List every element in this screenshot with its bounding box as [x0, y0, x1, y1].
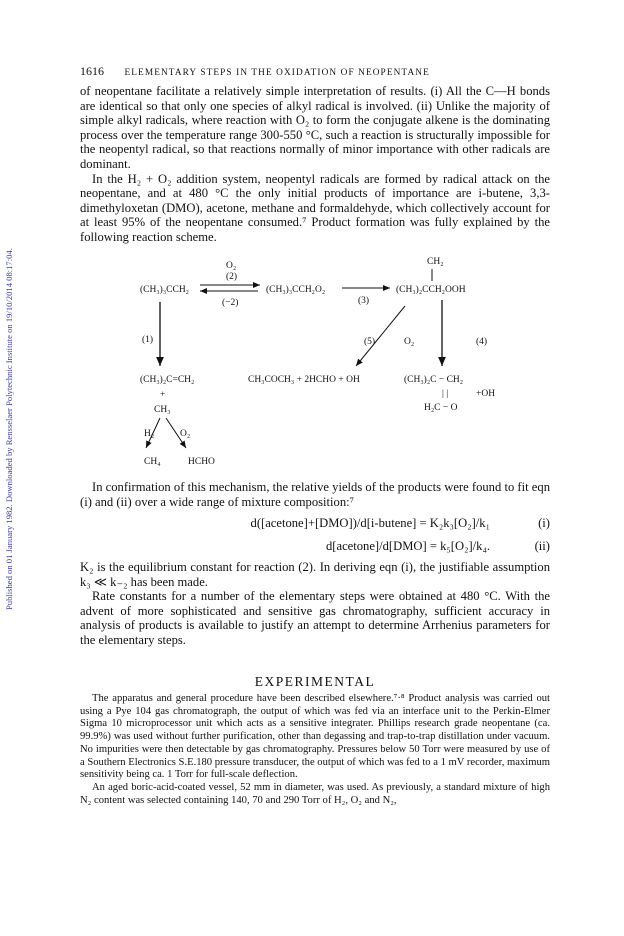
scheme-oxetan-bottom: H₂C − O: [424, 403, 458, 413]
scheme-plus: +: [160, 390, 166, 400]
results-text: [80, 560, 550, 648]
section-heading: EXPERIMENTAL: [254, 674, 376, 689]
scheme-ibutene: (CH₃)₂C=CH₂: [140, 375, 195, 385]
scheme-oxetan-bonds: | |: [442, 389, 449, 399]
experimental-text: [80, 693, 550, 807]
scheme-step-2: (2): [226, 272, 238, 282]
intro-text: [80, 84, 550, 245]
equation-ii-expression: d[acetone]/d[DMO] = k₅[O₂]/k₄.: [325, 539, 490, 553]
equation-ii-number: (ii): [534, 539, 550, 553]
scheme-neopentyl: (CH₃)₃CCH₂: [140, 285, 189, 295]
scheme-ch4: CH₄: [144, 457, 161, 467]
scheme-ch3: CH₃: [154, 405, 171, 415]
paragraph-1: of neopentane facilitate a relatively simple interpretation of results. (i) All the C—H bonds are identical so that only one species of alkyl radical is involved. (ii) Unlike the majority of simple alkyl radicals, where reaction with O₂ to form the conjugate alkene is the dominating process over the temperature range 300-550 °C, such a reaction is structurally impossible for the neopentyl radical, so that reactions normally of minor importance with other radicals are dominant.: [80, 84, 550, 171]
experimental-paragraph-1: The apparatus and general procedure have been described elsewhere.⁷·⁸ Product analysis was carried out using a Pye 104 gas chromatograph, the output of which was fed via an interface unit to the Perkin-Elmer Sigma 10 microprocessor unit which acts as a sensitive integrater. Phillips research grade neopentane (ca. 99.9%) was used without further purification, other than degassing and trap-to-trap distillation under vacuum. No impurities were then detectable by gas chromatography. Pressures below 50 Torr were measured by use of a Southern Electronics S.E.180 pressure transducer, the output of which was fed to a 1 mV recorder, maximum sensitivity being ca. 1 Torr for full-scale deflection.: [80, 693, 550, 781]
download-watermark-text: Published on 01 January 1982. Downloaded by Rensselaer Polytechnic Institute on 19/10/2014 08:17:04.: [4, 248, 14, 610]
running-title: ELEMENTARY STEPS IN THE OXIDATION OF NEOPENTANE: [124, 68, 430, 78]
reaction-scheme: [0, 250, 624, 476]
scheme-step-3: (3): [358, 296, 370, 306]
paragraph-4: K₂ is the equilibrium constant for reaction (2). In deriving eqn (i), the justifiable assumption k₃ ≪ k₋₂ has been made.: [80, 560, 550, 589]
equation-i-expression: d([acetone]+[DMO])/d[i-butene] = K₂k₃[O₂]/k₁: [250, 516, 490, 530]
page-number: 1616: [80, 64, 104, 78]
scheme-hcho: HCHO: [188, 457, 215, 467]
scheme-hydroperoxy: (CH₃)₂CCH₂OOH: [396, 285, 466, 295]
scheme-o2-low: O₂: [180, 429, 191, 439]
arrow-5: [356, 306, 405, 366]
scheme-peroxy: (CH₃)₃CCH₂O₂: [266, 285, 326, 295]
scheme-h2: H₂: [144, 429, 155, 439]
scheme-oxetan-top: (CH₃)₂C − CH₂: [404, 375, 464, 385]
scheme-step-minus-2: (−2): [222, 298, 239, 308]
scheme-acetone-products: CH₃COCH₃ + 2HCHO + OH: [248, 375, 360, 385]
running-header: [80, 64, 550, 79]
confirmation-text: [80, 480, 550, 509]
scheme-step-4: (4): [476, 337, 488, 347]
equation-i-number: (i): [538, 516, 550, 530]
scheme-plus-oh: +OH: [476, 389, 496, 399]
scheme-o2: O₂: [226, 261, 237, 271]
scheme-o2-mid: O₂: [404, 337, 415, 347]
scheme-step-1: (1): [142, 335, 154, 345]
scheme-ch2-top: CH₂: [427, 257, 444, 267]
experimental-paragraph-2: An aged boric-acid-coated vessel, 52 mm in diameter, was used. As previously, a standard mixture of high N₂ content was selected containing 140, 70 and 290 Torr of H₂, O₂ and N₂,: [80, 781, 550, 806]
paragraph-5: Rate constants for a number of the elementary steps were obtained at 480 °C. With the advent of more sophisticated and sensitive gas chromatography, sufficient accuracy in analysis of products is available to justify an attempt to determine Arrhenius parameters for the elementary steps.: [80, 589, 550, 647]
scheme-step-5: (5): [364, 337, 376, 347]
paragraph-3: In confirmation of this mechanism, the relative yields of the products were found to fit eqn (i) and (ii) over a wide range of mixture composition:⁷: [80, 480, 550, 509]
paragraph-2: In the H₂ + O₂ addition system, neopentyl radicals are formed by radical attack on the neopentane, and at 480 °C the only initial products of importance are i-butene, 3,3-dimethyloxetan (DMO), acetone, methane and formaldehyde, which collectively account for at least 95% of the neopentane consumed.⁷ Product formation was fully explained by the following reaction scheme.: [80, 171, 550, 244]
